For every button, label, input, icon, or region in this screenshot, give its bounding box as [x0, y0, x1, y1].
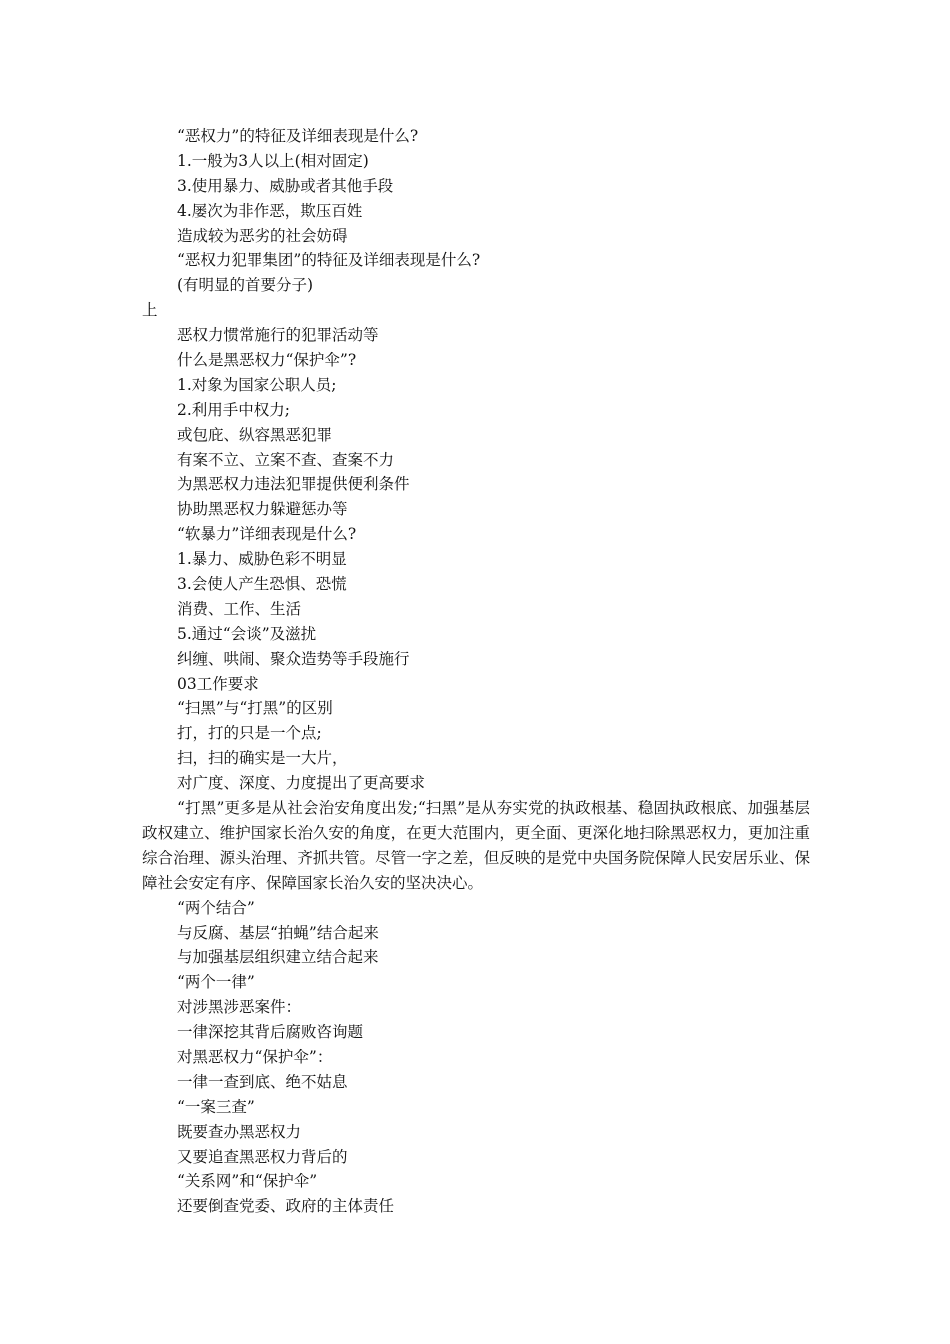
document-body	[142, 124, 822, 1219]
text-line: 恶权力惯常施行的犯罪活动等	[177, 326, 379, 345]
text-line: 对黑恶权力“保护伞”：	[177, 1048, 333, 1067]
text-line: 还要倒查党委、政府的主体责任	[177, 1197, 395, 1216]
text-line: 既要查办黑恶权力	[177, 1122, 302, 1141]
text-line: 4.屡次为非作恶，欺压百姓	[177, 201, 363, 220]
heading-two-combinations: “两个结合”	[177, 898, 255, 917]
text-line: 造成较为恶劣的社会妨碍	[177, 226, 348, 245]
text-line: 协助黑恶权力躲避惩办等	[177, 500, 348, 519]
heading-evil-force-features: “恶权力”的特征及详细表现是什么?	[177, 127, 419, 145]
text-line: 一律深挖其背后腐败咨询题	[177, 1023, 364, 1042]
heading-soft-violence: “软暴力”详细表现是什么?	[177, 525, 357, 544]
body-paragraph: “打黑”更多是从社会治安角度出发;“扫黑”是从夯实党的执政根基、稳固执政根底、加强基层政权建立、维护国家长治久安的角度，在更大范围内，更全面、更深化地扫除黑恶权力，更加注重综合治理、源头治理、齐抓共管。尽管一字之差，但反映的是党中央国务院保障人民安居乐业、保障社会安定有序、保障国家长治久安的坚决决心。	[142, 799, 810, 892]
text-line: 打，打的只是一个点;	[177, 724, 322, 743]
heading-protective-umbrella: 什么是黑恶权力“保护伞”?	[177, 351, 357, 370]
text-line: 或包庇、纵容黑恶犯罪	[177, 425, 333, 444]
text-line: “关系网”和“保护伞”	[177, 1172, 318, 1191]
text-line: 纠缠、哄闹、聚众造势等手段施行	[177, 649, 410, 668]
heading-criminal-group-features: “恶权力犯罪集团”的特征及详细表现是什么?	[177, 251, 481, 270]
text-line: 1.暴力、威胁色彩不明显	[177, 550, 347, 569]
text-line-unindented: 上	[142, 301, 158, 320]
text-line: 3.会使人产生恐惧、恐慌	[177, 575, 347, 594]
text-line: 与反腐、基层“拍蝇”结合起来	[177, 923, 379, 942]
text-line: 为黑恶权力违法犯罪提供便利条件	[177, 475, 410, 494]
text-line: 对广度、深度、力度提出了更高要求	[177, 774, 426, 793]
heading-two-uniformities: “两个一律”	[177, 973, 255, 992]
text-line: 一律一查到底、绝不姑息	[177, 1072, 348, 1091]
text-line: 对涉黑涉恶案件：	[177, 998, 302, 1017]
text-line: 消费、工作、生活	[177, 599, 302, 618]
heading-one-case-three-checks: “一案三查”	[177, 1097, 255, 1116]
text-line: 有案不立、立案不查、查案不力	[177, 450, 395, 469]
section-heading-work-requirements: 03工作要求	[177, 674, 259, 693]
text-line: 2.利用手中权力;	[177, 400, 291, 419]
text-line: 1.一般为3人以上(相对固定)	[177, 151, 369, 170]
text-line: 与加强基层组织建立结合起来	[177, 948, 379, 967]
heading-difference: “扫黑”与“打黑”的区别	[177, 699, 333, 718]
text-line: 扫，扫的确实是一大片，	[177, 749, 348, 768]
text-line: 1.对象为国家公职人员;	[177, 375, 337, 394]
text-line: 又要追查黑恶权力背后的	[177, 1147, 348, 1166]
text-line: 5.通过“会谈”及滋扰	[177, 624, 317, 643]
text-line: (有明显的首要分子)	[177, 276, 314, 295]
text-line: 3.使用暴力、威胁或者其他手段	[177, 176, 394, 195]
